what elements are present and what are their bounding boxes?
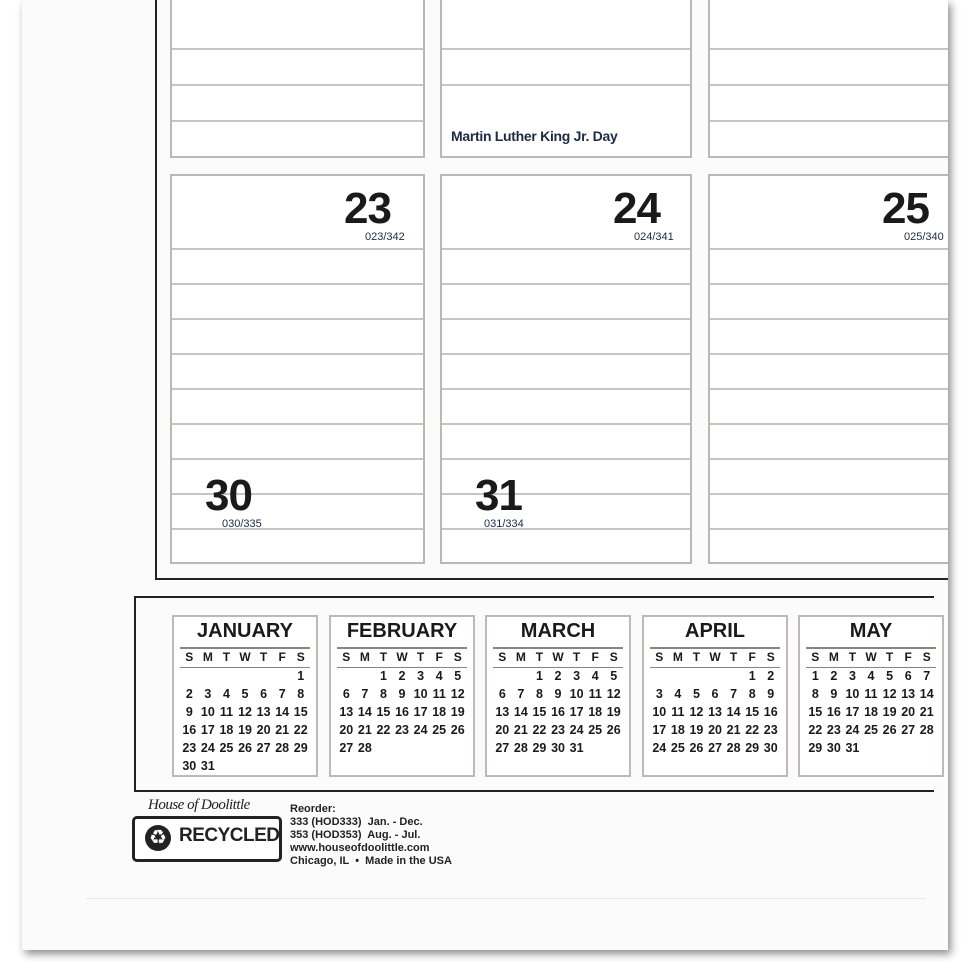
recycled-badge: [132, 816, 282, 862]
mini-day: 19: [606, 705, 621, 719]
mini-calendar-february: [329, 615, 475, 777]
mini-day: [411, 741, 430, 759]
mini-day: 29: [808, 741, 823, 755]
mini-day: 4: [674, 687, 682, 701]
mini-day: 2: [185, 687, 193, 701]
mini-day: 26: [450, 723, 465, 737]
frame-bottom-line: [155, 578, 948, 580]
mini-day: 9: [398, 687, 406, 701]
mini-day: 11: [671, 705, 685, 719]
mini-day: 16: [551, 705, 565, 719]
weekday-divider: [493, 667, 623, 668]
brand-logo-text: House of Doolittle: [148, 797, 250, 813]
day-number-23: 23: [344, 184, 391, 233]
mini-day: [724, 669, 743, 687]
mini-day: 21: [919, 705, 934, 719]
mini-day: [236, 759, 255, 777]
mini-day: 12: [450, 687, 465, 701]
weekday-label: F: [435, 650, 443, 664]
week-row: [180, 741, 310, 759]
day-cell-16[interactable]: [170, 0, 425, 158]
week-row: [337, 705, 467, 723]
mini-day: 2: [830, 669, 838, 683]
mini-day: 15: [808, 705, 823, 719]
weekday-label: F: [904, 650, 912, 664]
holiday-label: Martin Luther King Jr. Day: [451, 128, 618, 144]
day-cell-23-30[interactable]: [170, 174, 425, 564]
mini-day: 5: [241, 687, 249, 701]
mini-day: 18: [864, 705, 878, 719]
week-row: [650, 741, 780, 759]
weekday-label: S: [498, 650, 507, 664]
mini-day: [650, 669, 669, 687]
mini-day: 6: [498, 687, 506, 701]
weekday-label: S: [296, 650, 305, 664]
mini-day: 10: [200, 705, 215, 719]
week-row: [337, 669, 467, 687]
mini-day: [512, 669, 531, 687]
mini-day: 20: [901, 705, 916, 719]
mini-day: 13: [901, 687, 916, 701]
mini-day: 26: [238, 741, 252, 755]
frame-left-line: [155, 0, 157, 580]
week-row: [493, 723, 623, 741]
mini-day: 11: [432, 687, 446, 701]
mini-day: 28: [357, 741, 372, 755]
mini-day: 1: [535, 669, 543, 683]
mini-day: 26: [606, 723, 621, 737]
mini-day: 14: [513, 705, 528, 719]
weekday-label: M: [202, 650, 213, 664]
mini-day: 13: [708, 705, 722, 719]
mini-day: [880, 741, 899, 759]
mini-day: 2: [767, 669, 775, 683]
month-divider: [650, 647, 780, 649]
mini-day: [254, 759, 273, 777]
month-divider: [493, 647, 623, 649]
mini-day: 7: [923, 669, 931, 683]
weekday-label: T: [572, 650, 581, 664]
weekday-label: S: [922, 650, 931, 664]
mini-day: 28: [726, 741, 741, 755]
week-row: [806, 741, 936, 759]
week-row: [337, 741, 467, 759]
weekday-label: T: [692, 650, 701, 664]
mini-day: 17: [652, 723, 667, 737]
reorder-line: 333 (HOD333) Jan. - Dec.: [290, 816, 423, 828]
week-row: [806, 723, 936, 741]
mini-day: 9: [767, 687, 775, 701]
mini-day: 21: [513, 723, 528, 737]
mini-day: 19: [882, 705, 897, 719]
weekday-label: T: [222, 650, 231, 664]
weekday-label: M: [515, 650, 526, 664]
mini-day: 22: [376, 723, 391, 737]
mini-day: 20: [495, 723, 510, 737]
day-of-year-31: 031/334: [484, 518, 524, 530]
mini-day: 19: [689, 723, 704, 737]
mini-day: 16: [182, 723, 197, 737]
mini-day: 29: [293, 741, 308, 755]
mini-day: 29: [532, 741, 547, 755]
mini-day: [273, 759, 292, 777]
week-row: [337, 723, 467, 741]
mini-day: 14: [919, 687, 934, 701]
day-number-25: 25: [882, 184, 929, 233]
mini-day: 3: [204, 687, 212, 701]
weekday-divider: [180, 667, 310, 668]
weekday-label: T: [729, 650, 738, 664]
mini-day: 18: [219, 723, 234, 737]
weekday-header: [180, 650, 310, 666]
mini-day: 7: [361, 687, 369, 701]
mini-day: 6: [342, 687, 350, 701]
week-row: [650, 687, 780, 705]
mini-day: 11: [219, 705, 234, 719]
weekday-label: M: [359, 650, 370, 664]
mini-day: 9: [554, 687, 562, 701]
mini-day: [217, 759, 236, 777]
day-of-year-30: 030/335: [222, 518, 262, 530]
mini-day: 1: [811, 669, 819, 683]
mini-day: 28: [275, 741, 290, 755]
day-cell-24-31[interactable]: [440, 174, 692, 564]
mini-day: 10: [569, 687, 584, 701]
mini-day: 20: [256, 723, 271, 737]
mini-day: [862, 741, 881, 759]
weekday-label: T: [848, 650, 857, 664]
mini-day: 13: [495, 705, 510, 719]
mini-day: 11: [864, 687, 878, 701]
mini-day: 27: [256, 741, 271, 755]
mini-day: 27: [339, 741, 354, 755]
mini-day: 8: [297, 687, 305, 701]
mini-calendar-april: [642, 615, 788, 777]
weekday-divider: [337, 667, 467, 668]
weekday-header: [806, 650, 936, 666]
mini-day: 30: [763, 741, 778, 755]
mini-calendar-march: [485, 615, 631, 777]
mini-day: [291, 759, 310, 777]
mini-day: 14: [357, 705, 372, 719]
mini-day: 15: [745, 705, 760, 719]
recycled-label: RECYCLED: [179, 825, 280, 846]
mini-day: 25: [432, 723, 447, 737]
week-row: [493, 741, 623, 759]
weekday-label: S: [185, 650, 194, 664]
weekday-label: T: [259, 650, 268, 664]
mini-day: [374, 741, 393, 759]
mini-day: [586, 741, 605, 759]
mini-day: 13: [256, 705, 271, 719]
mini-day: 31: [569, 741, 584, 755]
mini-day: 12: [882, 687, 897, 701]
weekday-header: [337, 650, 467, 666]
mini-day: 4: [222, 687, 230, 701]
mini-day: [430, 741, 449, 759]
weekday-label: W: [396, 650, 408, 664]
mini-day: 15: [293, 705, 308, 719]
mini-day: 19: [238, 723, 252, 737]
mini-day: 18: [588, 705, 603, 719]
mini-day: 12: [606, 687, 621, 701]
mini-day: [706, 669, 725, 687]
mini-day: 9: [830, 687, 838, 701]
week-row: [180, 687, 310, 705]
mini-day: 22: [745, 723, 760, 737]
day-cell-25[interactable]: [708, 174, 948, 564]
weekday-label: S: [609, 650, 618, 664]
mini-day: 19: [450, 705, 465, 719]
mini-day: [180, 669, 199, 687]
mini-day: 3: [417, 669, 425, 683]
mini-day: [236, 669, 255, 687]
mini-day: 21: [357, 723, 372, 737]
mini-day: 13: [339, 705, 354, 719]
mini-day: 22: [532, 723, 547, 737]
mini-day: 25: [219, 741, 234, 755]
week-row: [180, 669, 310, 687]
reorder-line[interactable]: www.houseofdoolittle.com: [290, 842, 430, 854]
day-of-year-23: 023/342: [365, 231, 405, 243]
mini-day: 21: [275, 723, 290, 737]
month-divider: [806, 647, 936, 649]
mini-day: 23: [763, 723, 778, 737]
mini-day: 28: [513, 741, 528, 755]
mini-day: 17: [413, 705, 428, 719]
mini-day: 26: [882, 723, 897, 737]
mini-day: 7: [278, 687, 286, 701]
week-row: [650, 669, 780, 687]
weekday-label: W: [239, 650, 251, 664]
week-row: [806, 705, 936, 723]
mini-day: 8: [379, 687, 387, 701]
mini-day: 3: [848, 669, 856, 683]
mini-day: 8: [535, 687, 543, 701]
weekday-label: W: [865, 650, 877, 664]
weekday-label: S: [453, 650, 462, 664]
mini-day: 14: [275, 705, 290, 719]
day-number-24: 24: [613, 184, 660, 233]
mini-day: 30: [826, 741, 841, 755]
mini-month-name: FEBRUARY: [346, 620, 458, 642]
mini-day: 25: [588, 723, 603, 737]
day-number-30: 30: [205, 471, 252, 520]
weekday-label: S: [766, 650, 775, 664]
mini-day: 7: [730, 687, 738, 701]
week-row: [650, 723, 780, 741]
mini-day: 6: [711, 687, 719, 701]
mini-day: [493, 669, 512, 687]
mini-month-name: JANUARY: [197, 620, 293, 642]
mini-day: 14: [726, 705, 741, 719]
weekday-label: F: [748, 650, 756, 664]
weekday-header: [493, 650, 623, 666]
mini-day: 4: [867, 669, 875, 683]
mini-day: 8: [748, 687, 756, 701]
weekday-label: S: [811, 650, 820, 664]
mini-day: 29: [745, 741, 760, 755]
week-row: [493, 687, 623, 705]
weekday-label: F: [591, 650, 599, 664]
mini-day: 31: [845, 741, 860, 755]
mini-day: 1: [379, 669, 387, 683]
mini-day: 27: [901, 723, 916, 737]
mini-day: 6: [260, 687, 268, 701]
mini-day: [917, 741, 936, 759]
mini-day: 23: [182, 741, 197, 755]
recycle-icon: ♻: [145, 825, 171, 851]
mini-day: 2: [554, 669, 562, 683]
week-row: [806, 687, 936, 705]
mini-day: 17: [569, 705, 584, 719]
mini-day: 23: [551, 723, 565, 737]
mini-day: 17: [845, 705, 860, 719]
month-divider: [337, 647, 467, 649]
mini-day: 4: [435, 669, 443, 683]
mini-day: 15: [532, 705, 547, 719]
mini-day: [604, 741, 623, 759]
mini-day: 23: [395, 723, 409, 737]
mini-day: 11: [588, 687, 602, 701]
mini-day: 30: [551, 741, 565, 755]
mini-day: 22: [293, 723, 308, 737]
mini-day: 15: [376, 705, 391, 719]
weekday-label: W: [552, 650, 564, 664]
weekday-label: W: [709, 650, 721, 664]
week-row: [337, 687, 467, 705]
week-row: [493, 705, 623, 723]
mini-day: 23: [826, 723, 841, 737]
mini-day: 12: [238, 705, 252, 719]
mini-day: [254, 669, 273, 687]
mini-calendar-may: [798, 615, 944, 777]
mini-day: [199, 669, 218, 687]
mini-day: 17: [200, 723, 215, 737]
mini-day: 18: [432, 705, 447, 719]
mini-day: 16: [826, 705, 841, 719]
mini-day: 16: [395, 705, 409, 719]
mini-day: 7: [517, 687, 525, 701]
week-row: [650, 705, 780, 723]
mini-day: 12: [689, 705, 704, 719]
mini-day: 2: [398, 669, 406, 683]
day-cell-17[interactable]: [440, 0, 692, 158]
mini-day: 22: [808, 723, 823, 737]
mini-day: 10: [845, 687, 860, 701]
day-of-year-25: 025/340: [904, 231, 944, 243]
mini-day: 10: [413, 687, 428, 701]
bottom-divider: [86, 898, 926, 899]
mini-day: 21: [726, 723, 741, 737]
weekday-label: T: [379, 650, 388, 664]
mini-day: 5: [610, 669, 618, 683]
weekday-label: T: [535, 650, 544, 664]
mini-day: [217, 669, 236, 687]
mini-day: 5: [454, 669, 462, 683]
mini-day: 24: [652, 741, 667, 755]
weekday-label: S: [655, 650, 664, 664]
mini-day: [337, 669, 356, 687]
mini-day: 26: [689, 741, 704, 755]
weekday-divider: [806, 667, 936, 668]
mini-day: 24: [413, 723, 428, 737]
weekday-label: S: [342, 650, 351, 664]
mini-day: 27: [495, 741, 510, 755]
mini-day: 24: [200, 741, 215, 755]
mini-calendar-january: [172, 615, 318, 777]
mini-day: 27: [708, 741, 722, 755]
week-row: [180, 759, 310, 777]
reorder-line: Chicago, IL • Made in the USA: [290, 855, 452, 867]
mini-day: 25: [670, 741, 685, 755]
mini-day: 30: [182, 759, 197, 773]
week-row: [493, 669, 623, 687]
mini-day: 24: [845, 723, 860, 737]
mini-day: 24: [569, 723, 584, 737]
mini-day: 1: [297, 669, 305, 683]
weekday-label: T: [885, 650, 894, 664]
mini-day: 3: [573, 669, 581, 683]
weekday-header: [650, 650, 780, 666]
mini-day: [273, 669, 292, 687]
weekday-label: M: [672, 650, 683, 664]
mini-day: [669, 669, 688, 687]
mini-day: 10: [652, 705, 667, 719]
mini-day: 5: [886, 669, 894, 683]
mini-day: 25: [864, 723, 878, 737]
day-of-year-24: 024/341: [634, 231, 674, 243]
mini-day: 20: [708, 723, 722, 737]
mini-day: 3: [655, 687, 663, 701]
weekday-label: T: [416, 650, 425, 664]
mini-day: 4: [591, 669, 599, 683]
mini-day: 16: [763, 705, 778, 719]
mini-day: 28: [919, 723, 934, 737]
mini-day: 31: [200, 759, 215, 773]
weekday-label: F: [278, 650, 286, 664]
mini-day: 1: [748, 669, 756, 683]
mini-month-name: MARCH: [520, 620, 596, 642]
mini-day: 5: [692, 687, 700, 701]
mini-day: 9: [185, 705, 193, 719]
week-row: [180, 723, 310, 741]
week-row: [180, 705, 310, 723]
reorder-info: [290, 803, 452, 868]
mini-month-name: MAY: [849, 620, 893, 642]
mini-day: [687, 669, 706, 687]
day-number-31: 31: [475, 471, 522, 520]
month-divider: [180, 647, 310, 649]
mini-day: [448, 741, 467, 759]
day-cell-18[interactable]: [708, 0, 948, 158]
weekday-label: M: [828, 650, 839, 664]
mini-day: [393, 741, 412, 759]
mini-day: 6: [904, 669, 912, 683]
mini-day: 18: [670, 723, 685, 737]
reorder-line: 353 (HOD353) Aug. - Jul.: [290, 829, 421, 841]
mini-day: [356, 669, 375, 687]
weekday-divider: [650, 667, 780, 668]
mini-month-name: APRIL: [685, 620, 745, 642]
mini-day: [899, 741, 918, 759]
mini-day: 20: [339, 723, 354, 737]
mini-day: 8: [811, 687, 819, 701]
week-row: [806, 669, 936, 687]
reorder-line: Reorder:: [290, 803, 336, 815]
